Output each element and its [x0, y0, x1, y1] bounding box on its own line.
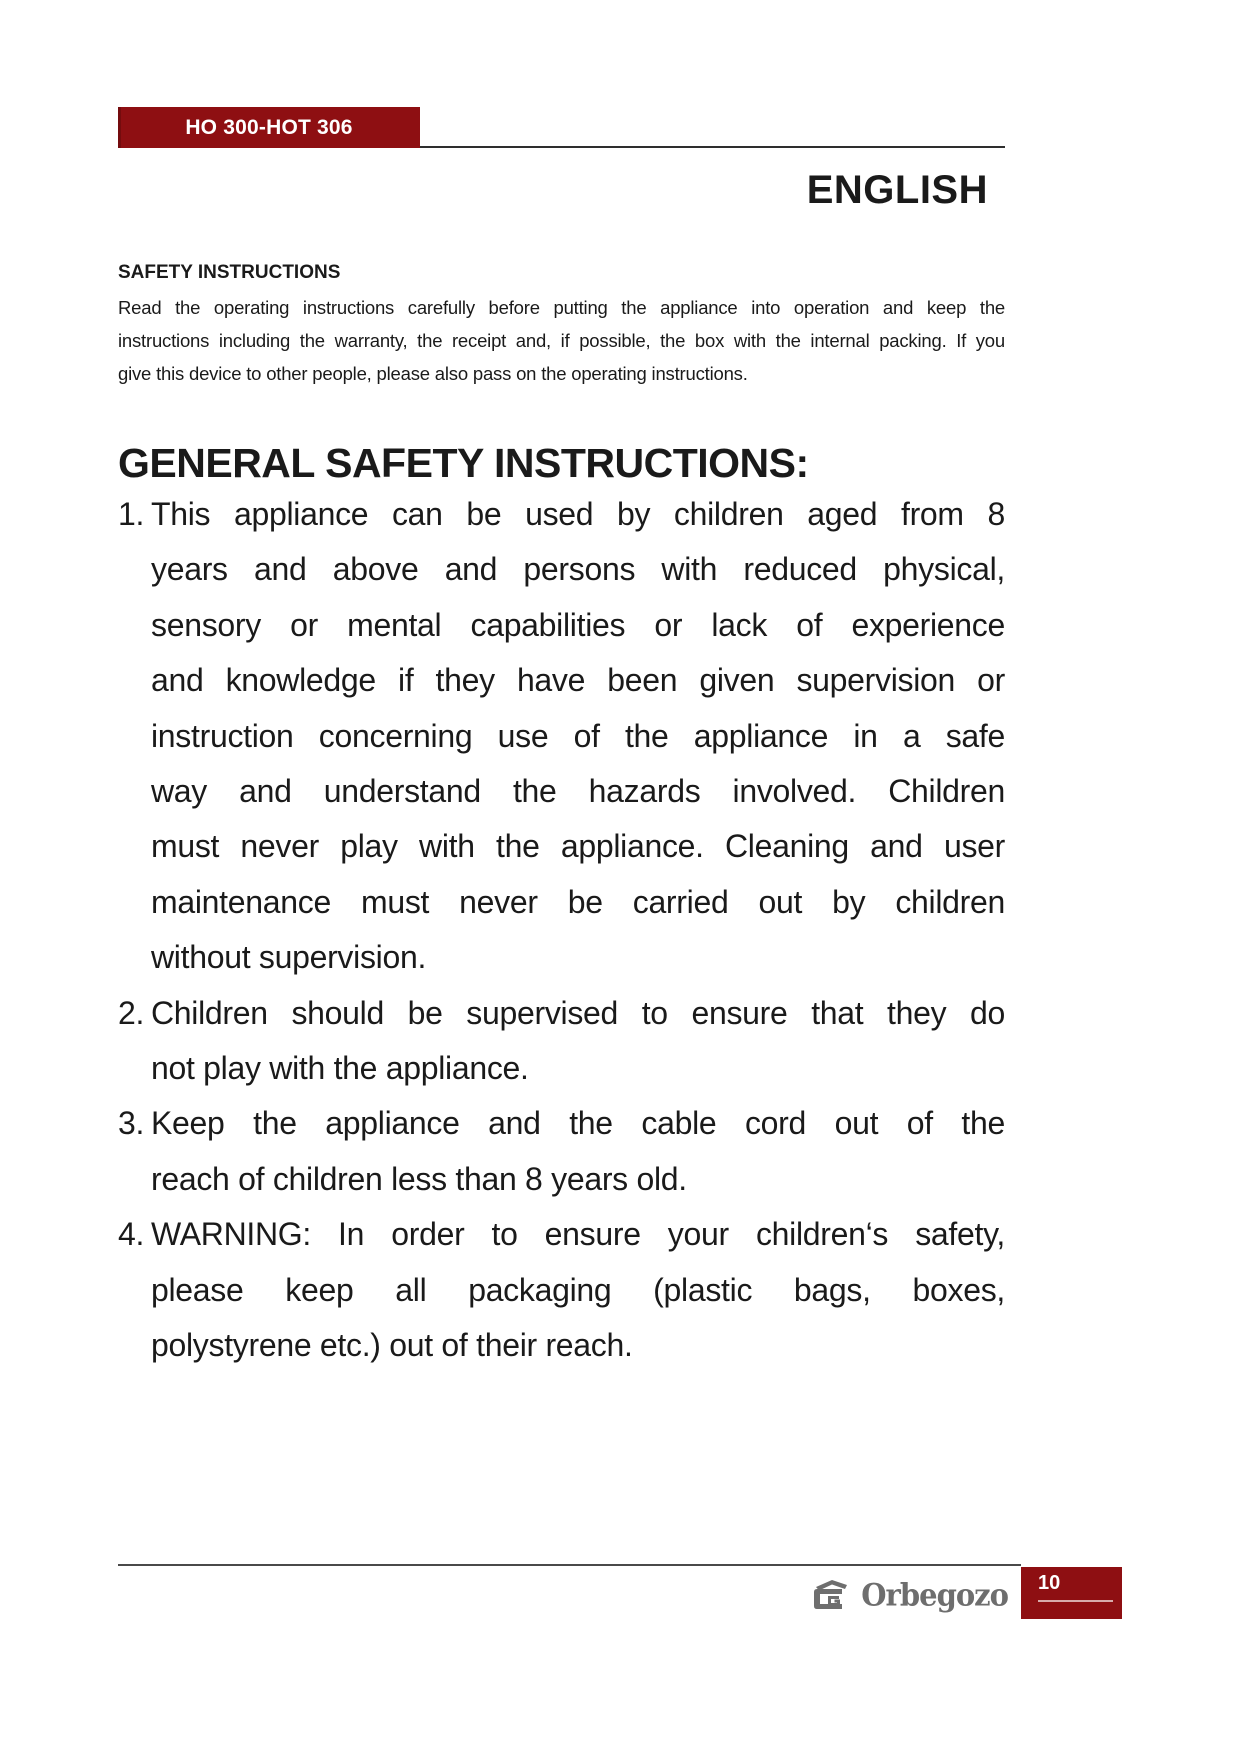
- list-item: [118, 487, 1005, 986]
- list-item-text: [151, 1096, 1005, 1207]
- brand-logo: [810, 1576, 1008, 1614]
- list-item-number: 4.: [118, 1216, 145, 1253]
- text-line: way and understand the hazards involved. Children: [151, 773, 1005, 810]
- text-line: reach of children less than 8 years old.: [151, 1160, 687, 1197]
- text-line: This appliance can be used by children aged from 8: [151, 496, 1005, 532]
- intro-line: give this device to other people, please also pass on the operating instructions.: [118, 363, 748, 384]
- safety-instructions-section: [118, 262, 1005, 390]
- text-line: sensory or mental capabilities or lack of experience: [151, 606, 1005, 643]
- text-line: please keep all packaging (plastic bags, boxes,: [151, 1271, 1005, 1308]
- footer-rule: [118, 1564, 1021, 1566]
- text-line: without supervision.: [151, 939, 427, 976]
- page-number-badge: [1021, 1567, 1122, 1619]
- list-item: [118, 1096, 1005, 1207]
- page-number-underline: [1038, 1600, 1113, 1602]
- model-header-badge: [118, 107, 420, 148]
- orbegozo-logo-icon: [806, 1578, 852, 1612]
- intro-line: Read the operating instructions carefully before putting the appliance into operation and keep the: [118, 297, 1005, 318]
- header-rule: [420, 146, 1005, 148]
- list-item-number: 3.: [118, 1105, 145, 1142]
- brand-logo-text: Orbegozo: [861, 1577, 1008, 1613]
- language-title: ENGLISH: [806, 168, 988, 212]
- intro-line: instructions including the warranty, the receipt and, if possible, the box with the internal packing. If you: [118, 330, 1005, 351]
- text-line: polystyrene etc.) out of their reach.: [151, 1327, 633, 1364]
- general-safety-heading: GENERAL SAFETY INSTRUCTIONS:: [118, 440, 809, 486]
- list-item-text: [151, 487, 1005, 986]
- general-safety-list: [118, 487, 1005, 1374]
- text-line: must never play with the appliance. Cleaning and user: [151, 828, 1005, 865]
- safety-instructions-heading: SAFETY INSTRUCTIONS: [118, 262, 341, 283]
- model-number-label: HO 300-HOT 306: [185, 115, 353, 139]
- list-item-text: [151, 1207, 1005, 1373]
- list-item-text: [151, 986, 1005, 1097]
- text-line: Keep the appliance and the cable cord out of the: [151, 1105, 1005, 1142]
- page-number: 10: [1038, 1572, 1061, 1594]
- list-item-number: 1.: [118, 496, 145, 532]
- text-line: maintenance must never be carried out by children: [151, 883, 1005, 920]
- text-line: not play with the appliance.: [151, 1050, 529, 1087]
- text-line: Children should be supervised to ensure that they do: [151, 994, 1005, 1031]
- list-item: [118, 1207, 1005, 1373]
- text-line: and knowledge if they have been given supervision or: [151, 662, 1005, 699]
- text-line: WARNING: In order to ensure your children‘s safety,: [151, 1216, 1005, 1253]
- list-item-number: 2.: [118, 994, 145, 1031]
- list-item: [118, 986, 1005, 1097]
- text-line: years and above and persons with reduced physical,: [151, 551, 1005, 588]
- text-line: instruction concerning use of the appliance in a safe: [151, 717, 1005, 754]
